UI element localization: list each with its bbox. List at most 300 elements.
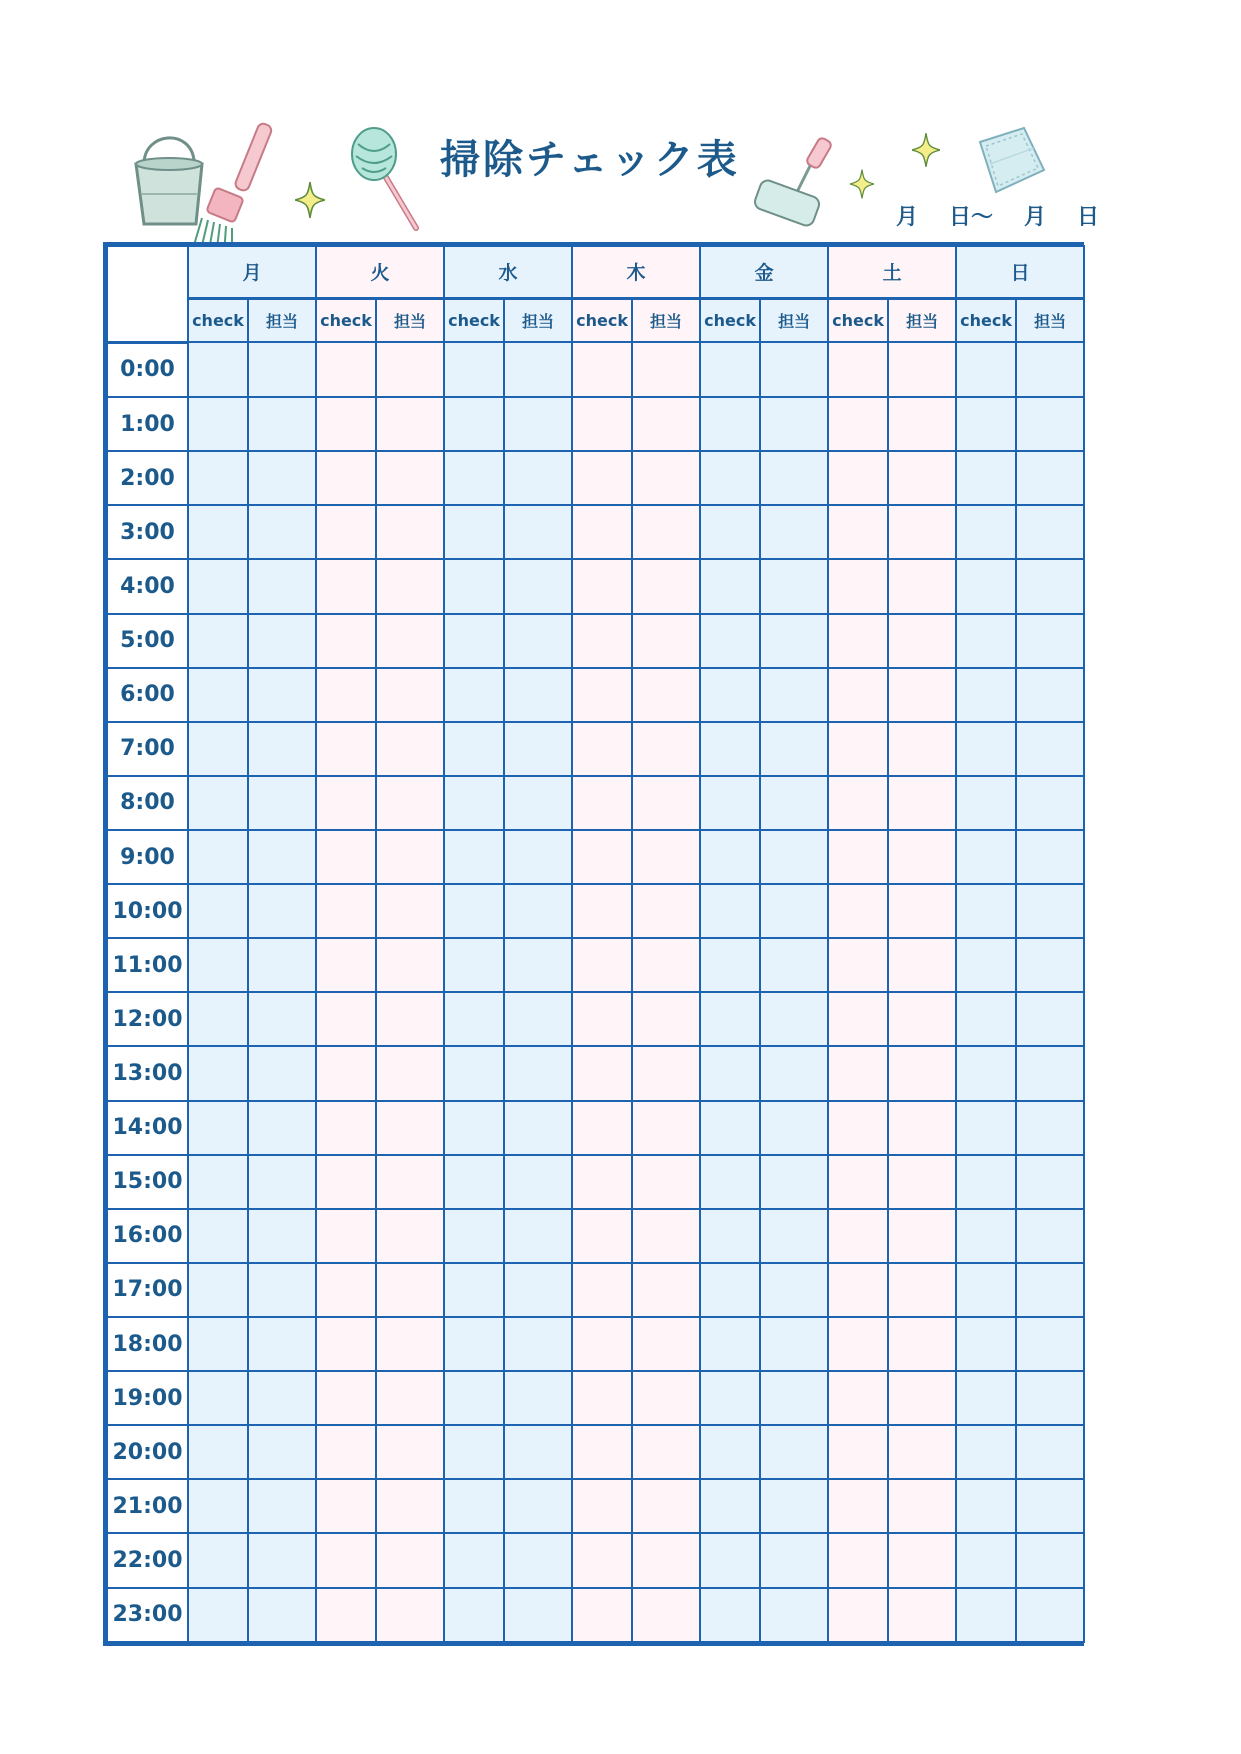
- assignee-cell[interactable]: [1016, 1371, 1084, 1425]
- check-cell[interactable]: [828, 1209, 888, 1263]
- check-cell[interactable]: [444, 1588, 504, 1642]
- check-cell[interactable]: [444, 722, 504, 776]
- check-cell[interactable]: [316, 1209, 376, 1263]
- assignee-cell[interactable]: [376, 1533, 444, 1587]
- check-cell[interactable]: [316, 1371, 376, 1425]
- check-cell[interactable]: [316, 559, 376, 613]
- check-cell[interactable]: [572, 722, 632, 776]
- assignee-cell[interactable]: [632, 559, 700, 613]
- assignee-cell[interactable]: [504, 342, 572, 397]
- check-cell[interactable]: [956, 1101, 1016, 1155]
- check-cell[interactable]: [828, 776, 888, 830]
- check-cell[interactable]: [316, 505, 376, 559]
- check-cell[interactable]: [316, 342, 376, 397]
- assignee-cell[interactable]: [888, 1317, 956, 1371]
- assignee-cell[interactable]: [760, 451, 828, 505]
- assignee-cell[interactable]: [632, 342, 700, 397]
- check-cell[interactable]: [444, 830, 504, 884]
- check-cell[interactable]: [700, 397, 760, 451]
- check-cell[interactable]: [956, 938, 1016, 992]
- assignee-cell[interactable]: [760, 342, 828, 397]
- check-cell[interactable]: [572, 830, 632, 884]
- check-cell[interactable]: [828, 451, 888, 505]
- assignee-cell[interactable]: [248, 992, 316, 1046]
- check-cell[interactable]: [188, 1046, 248, 1100]
- assignee-cell[interactable]: [376, 1101, 444, 1155]
- assignee-cell[interactable]: [632, 1101, 700, 1155]
- assignee-cell[interactable]: [376, 776, 444, 830]
- check-cell[interactable]: [316, 1046, 376, 1100]
- assignee-cell[interactable]: [504, 776, 572, 830]
- check-cell[interactable]: [828, 1479, 888, 1533]
- check-cell[interactable]: [316, 1317, 376, 1371]
- assignee-cell[interactable]: [888, 1425, 956, 1479]
- assignee-cell[interactable]: [760, 614, 828, 668]
- assignee-cell[interactable]: [504, 614, 572, 668]
- check-cell[interactable]: [444, 776, 504, 830]
- check-cell[interactable]: [444, 1101, 504, 1155]
- assignee-cell[interactable]: [504, 559, 572, 613]
- assignee-cell[interactable]: [760, 1425, 828, 1479]
- assignee-cell[interactable]: [632, 1588, 700, 1642]
- check-cell[interactable]: [828, 1533, 888, 1587]
- check-cell[interactable]: [700, 451, 760, 505]
- assignee-cell[interactable]: [760, 668, 828, 722]
- assignee-cell[interactable]: [1016, 559, 1084, 613]
- check-cell[interactable]: [572, 668, 632, 722]
- assignee-cell[interactable]: [1016, 397, 1084, 451]
- check-cell[interactable]: [572, 884, 632, 938]
- check-cell[interactable]: [316, 938, 376, 992]
- check-cell[interactable]: [828, 1101, 888, 1155]
- assignee-cell[interactable]: [888, 1263, 956, 1317]
- check-cell[interactable]: [572, 1101, 632, 1155]
- check-cell[interactable]: [572, 1479, 632, 1533]
- assignee-cell[interactable]: [248, 1046, 316, 1100]
- assignee-cell[interactable]: [888, 992, 956, 1046]
- check-cell[interactable]: [956, 614, 1016, 668]
- check-cell[interactable]: [444, 992, 504, 1046]
- assignee-cell[interactable]: [376, 1588, 444, 1642]
- check-cell[interactable]: [188, 668, 248, 722]
- check-cell[interactable]: [828, 559, 888, 613]
- assignee-cell[interactable]: [376, 884, 444, 938]
- check-cell[interactable]: [700, 1317, 760, 1371]
- assignee-cell[interactable]: [888, 830, 956, 884]
- assignee-cell[interactable]: [888, 1209, 956, 1263]
- assignee-cell[interactable]: [1016, 451, 1084, 505]
- check-cell[interactable]: [316, 1425, 376, 1479]
- check-cell[interactable]: [828, 397, 888, 451]
- check-cell[interactable]: [828, 1371, 888, 1425]
- check-cell[interactable]: [572, 1317, 632, 1371]
- check-cell[interactable]: [444, 1479, 504, 1533]
- check-cell[interactable]: [316, 776, 376, 830]
- assignee-cell[interactable]: [888, 722, 956, 776]
- assignee-cell[interactable]: [888, 342, 956, 397]
- check-cell[interactable]: [956, 1533, 1016, 1587]
- check-cell[interactable]: [700, 505, 760, 559]
- check-cell[interactable]: [700, 884, 760, 938]
- check-cell[interactable]: [316, 451, 376, 505]
- assignee-cell[interactable]: [504, 668, 572, 722]
- check-cell[interactable]: [956, 1371, 1016, 1425]
- assignee-cell[interactable]: [632, 451, 700, 505]
- check-cell[interactable]: [828, 830, 888, 884]
- check-cell[interactable]: [828, 668, 888, 722]
- check-cell[interactable]: [444, 1533, 504, 1587]
- check-cell[interactable]: [572, 614, 632, 668]
- check-cell[interactable]: [188, 1317, 248, 1371]
- assignee-cell[interactable]: [248, 722, 316, 776]
- check-cell[interactable]: [572, 1155, 632, 1209]
- assignee-cell[interactable]: [760, 1263, 828, 1317]
- check-cell[interactable]: [316, 884, 376, 938]
- check-cell[interactable]: [828, 1588, 888, 1642]
- check-cell[interactable]: [188, 1588, 248, 1642]
- check-cell[interactable]: [316, 397, 376, 451]
- assignee-cell[interactable]: [248, 884, 316, 938]
- check-cell[interactable]: [316, 722, 376, 776]
- check-cell[interactable]: [700, 559, 760, 613]
- assignee-cell[interactable]: [504, 830, 572, 884]
- check-cell[interactable]: [956, 1263, 1016, 1317]
- assignee-cell[interactable]: [1016, 722, 1084, 776]
- assignee-cell[interactable]: [632, 1046, 700, 1100]
- check-cell[interactable]: [828, 1155, 888, 1209]
- check-cell[interactable]: [572, 1263, 632, 1317]
- assignee-cell[interactable]: [760, 1101, 828, 1155]
- check-cell[interactable]: [444, 1263, 504, 1317]
- assignee-cell[interactable]: [376, 1425, 444, 1479]
- check-cell[interactable]: [444, 505, 504, 559]
- assignee-cell[interactable]: [888, 1155, 956, 1209]
- assignee-cell[interactable]: [760, 830, 828, 884]
- check-cell[interactable]: [956, 559, 1016, 613]
- assignee-cell[interactable]: [760, 397, 828, 451]
- check-cell[interactable]: [828, 1425, 888, 1479]
- assignee-cell[interactable]: [888, 1588, 956, 1642]
- assignee-cell[interactable]: [1016, 1209, 1084, 1263]
- check-cell[interactable]: [316, 1101, 376, 1155]
- check-cell[interactable]: [956, 776, 1016, 830]
- check-cell[interactable]: [316, 1533, 376, 1587]
- check-cell[interactable]: [700, 1479, 760, 1533]
- assignee-cell[interactable]: [376, 451, 444, 505]
- check-cell[interactable]: [316, 1155, 376, 1209]
- assignee-cell[interactable]: [1016, 1046, 1084, 1100]
- assignee-cell[interactable]: [632, 1155, 700, 1209]
- check-cell[interactable]: [572, 342, 632, 397]
- assignee-cell[interactable]: [632, 668, 700, 722]
- check-cell[interactable]: [444, 1371, 504, 1425]
- check-cell[interactable]: [188, 1533, 248, 1587]
- assignee-cell[interactable]: [376, 1209, 444, 1263]
- assignee-cell[interactable]: [888, 668, 956, 722]
- assignee-cell[interactable]: [760, 1046, 828, 1100]
- assignee-cell[interactable]: [760, 722, 828, 776]
- assignee-cell[interactable]: [632, 1371, 700, 1425]
- check-cell[interactable]: [828, 938, 888, 992]
- assignee-cell[interactable]: [248, 1371, 316, 1425]
- check-cell[interactable]: [188, 397, 248, 451]
- assignee-cell[interactable]: [632, 722, 700, 776]
- assignee-cell[interactable]: [1016, 938, 1084, 992]
- assignee-cell[interactable]: [1016, 1533, 1084, 1587]
- check-cell[interactable]: [828, 884, 888, 938]
- check-cell[interactable]: [444, 1425, 504, 1479]
- check-cell[interactable]: [700, 1425, 760, 1479]
- assignee-cell[interactable]: [632, 397, 700, 451]
- assignee-cell[interactable]: [376, 722, 444, 776]
- assignee-cell[interactable]: [248, 668, 316, 722]
- assignee-cell[interactable]: [504, 505, 572, 559]
- assignee-cell[interactable]: [248, 1317, 316, 1371]
- check-cell[interactable]: [444, 559, 504, 613]
- assignee-cell[interactable]: [376, 342, 444, 397]
- assignee-cell[interactable]: [504, 884, 572, 938]
- assignee-cell[interactable]: [888, 776, 956, 830]
- assignee-cell[interactable]: [632, 614, 700, 668]
- assignee-cell[interactable]: [632, 1425, 700, 1479]
- assignee-cell[interactable]: [1016, 1588, 1084, 1642]
- assignee-cell[interactable]: [376, 559, 444, 613]
- assignee-cell[interactable]: [760, 992, 828, 1046]
- check-cell[interactable]: [316, 1263, 376, 1317]
- check-cell[interactable]: [188, 938, 248, 992]
- assignee-cell[interactable]: [248, 505, 316, 559]
- check-cell[interactable]: [444, 938, 504, 992]
- assignee-cell[interactable]: [248, 1479, 316, 1533]
- check-cell[interactable]: [572, 505, 632, 559]
- assignee-cell[interactable]: [248, 451, 316, 505]
- assignee-cell[interactable]: [1016, 1479, 1084, 1533]
- assignee-cell[interactable]: [632, 1533, 700, 1587]
- check-cell[interactable]: [700, 992, 760, 1046]
- check-cell[interactable]: [188, 451, 248, 505]
- check-cell[interactable]: [956, 1425, 1016, 1479]
- check-cell[interactable]: [444, 1046, 504, 1100]
- check-cell[interactable]: [316, 830, 376, 884]
- assignee-cell[interactable]: [504, 397, 572, 451]
- assignee-cell[interactable]: [376, 1263, 444, 1317]
- check-cell[interactable]: [700, 1588, 760, 1642]
- assignee-cell[interactable]: [888, 1046, 956, 1100]
- assignee-cell[interactable]: [248, 830, 316, 884]
- check-cell[interactable]: [956, 884, 1016, 938]
- assignee-cell[interactable]: [504, 1588, 572, 1642]
- check-cell[interactable]: [956, 1479, 1016, 1533]
- check-cell[interactable]: [700, 1101, 760, 1155]
- assignee-cell[interactable]: [888, 451, 956, 505]
- check-cell[interactable]: [572, 992, 632, 1046]
- assignee-cell[interactable]: [888, 397, 956, 451]
- check-cell[interactable]: [956, 992, 1016, 1046]
- assignee-cell[interactable]: [760, 559, 828, 613]
- check-cell[interactable]: [572, 1371, 632, 1425]
- check-cell[interactable]: [444, 884, 504, 938]
- assignee-cell[interactable]: [1016, 1263, 1084, 1317]
- assignee-cell[interactable]: [376, 992, 444, 1046]
- assignee-cell[interactable]: [376, 1479, 444, 1533]
- assignee-cell[interactable]: [504, 1425, 572, 1479]
- check-cell[interactable]: [700, 1209, 760, 1263]
- check-cell[interactable]: [828, 1046, 888, 1100]
- check-cell[interactable]: [956, 1155, 1016, 1209]
- check-cell[interactable]: [444, 614, 504, 668]
- assignee-cell[interactable]: [248, 1533, 316, 1587]
- check-cell[interactable]: [188, 1371, 248, 1425]
- check-cell[interactable]: [828, 614, 888, 668]
- assignee-cell[interactable]: [888, 1533, 956, 1587]
- assignee-cell[interactable]: [1016, 1425, 1084, 1479]
- check-cell[interactable]: [956, 1209, 1016, 1263]
- check-cell[interactable]: [316, 1588, 376, 1642]
- assignee-cell[interactable]: [632, 1479, 700, 1533]
- check-cell[interactable]: [956, 451, 1016, 505]
- assignee-cell[interactable]: [376, 1317, 444, 1371]
- check-cell[interactable]: [700, 722, 760, 776]
- assignee-cell[interactable]: [888, 1479, 956, 1533]
- assignee-cell[interactable]: [888, 938, 956, 992]
- check-cell[interactable]: [828, 1263, 888, 1317]
- assignee-cell[interactable]: [632, 884, 700, 938]
- check-cell[interactable]: [188, 559, 248, 613]
- assignee-cell[interactable]: [504, 1046, 572, 1100]
- assignee-cell[interactable]: [1016, 830, 1084, 884]
- assignee-cell[interactable]: [504, 992, 572, 1046]
- assignee-cell[interactable]: [760, 1155, 828, 1209]
- check-cell[interactable]: [188, 1209, 248, 1263]
- check-cell[interactable]: [700, 1263, 760, 1317]
- assignee-cell[interactable]: [1016, 992, 1084, 1046]
- check-cell[interactable]: [572, 559, 632, 613]
- assignee-cell[interactable]: [376, 1155, 444, 1209]
- check-cell[interactable]: [828, 505, 888, 559]
- check-cell[interactable]: [956, 397, 1016, 451]
- assignee-cell[interactable]: [632, 505, 700, 559]
- assignee-cell[interactable]: [376, 614, 444, 668]
- check-cell[interactable]: [444, 1317, 504, 1371]
- assignee-cell[interactable]: [760, 1479, 828, 1533]
- assignee-cell[interactable]: [632, 1317, 700, 1371]
- assignee-cell[interactable]: [248, 1588, 316, 1642]
- assignee-cell[interactable]: [248, 1209, 316, 1263]
- check-cell[interactable]: [828, 1317, 888, 1371]
- assignee-cell[interactable]: [376, 1371, 444, 1425]
- check-cell[interactable]: [700, 342, 760, 397]
- check-cell[interactable]: [188, 1101, 248, 1155]
- check-cell[interactable]: [188, 830, 248, 884]
- check-cell[interactable]: [956, 1046, 1016, 1100]
- check-cell[interactable]: [188, 722, 248, 776]
- assignee-cell[interactable]: [504, 1155, 572, 1209]
- check-cell[interactable]: [316, 668, 376, 722]
- check-cell[interactable]: [956, 722, 1016, 776]
- assignee-cell[interactable]: [1016, 342, 1084, 397]
- assignee-cell[interactable]: [248, 1101, 316, 1155]
- assignee-cell[interactable]: [1016, 776, 1084, 830]
- check-cell[interactable]: [444, 451, 504, 505]
- assignee-cell[interactable]: [376, 938, 444, 992]
- assignee-cell[interactable]: [760, 1588, 828, 1642]
- check-cell[interactable]: [316, 992, 376, 1046]
- check-cell[interactable]: [700, 1533, 760, 1587]
- check-cell[interactable]: [828, 722, 888, 776]
- check-cell[interactable]: [188, 1155, 248, 1209]
- check-cell[interactable]: [444, 397, 504, 451]
- check-cell[interactable]: [572, 776, 632, 830]
- assignee-cell[interactable]: [248, 559, 316, 613]
- check-cell[interactable]: [956, 668, 1016, 722]
- check-cell[interactable]: [956, 505, 1016, 559]
- check-cell[interactable]: [444, 1155, 504, 1209]
- check-cell[interactable]: [828, 992, 888, 1046]
- check-cell[interactable]: [700, 614, 760, 668]
- check-cell[interactable]: [956, 342, 1016, 397]
- assignee-cell[interactable]: [760, 938, 828, 992]
- assignee-cell[interactable]: [1016, 884, 1084, 938]
- assignee-cell[interactable]: [632, 1263, 700, 1317]
- assignee-cell[interactable]: [504, 1317, 572, 1371]
- assignee-cell[interactable]: [376, 1046, 444, 1100]
- assignee-cell[interactable]: [1016, 1155, 1084, 1209]
- assignee-cell[interactable]: [376, 830, 444, 884]
- check-cell[interactable]: [700, 1046, 760, 1100]
- check-cell[interactable]: [188, 992, 248, 1046]
- assignee-cell[interactable]: [760, 1317, 828, 1371]
- check-cell[interactable]: [572, 1425, 632, 1479]
- assignee-cell[interactable]: [504, 1479, 572, 1533]
- assignee-cell[interactable]: [760, 1533, 828, 1587]
- check-cell[interactable]: [700, 668, 760, 722]
- assignee-cell[interactable]: [632, 1209, 700, 1263]
- assignee-cell[interactable]: [504, 938, 572, 992]
- check-cell[interactable]: [444, 1209, 504, 1263]
- check-cell[interactable]: [956, 830, 1016, 884]
- assignee-cell[interactable]: [1016, 1317, 1084, 1371]
- check-cell[interactable]: [188, 1425, 248, 1479]
- assignee-cell[interactable]: [376, 505, 444, 559]
- assignee-cell[interactable]: [760, 505, 828, 559]
- assignee-cell[interactable]: [888, 884, 956, 938]
- check-cell[interactable]: [572, 1588, 632, 1642]
- check-cell[interactable]: [188, 776, 248, 830]
- assignee-cell[interactable]: [248, 776, 316, 830]
- check-cell[interactable]: [188, 1479, 248, 1533]
- check-cell[interactable]: [444, 342, 504, 397]
- check-cell[interactable]: [188, 505, 248, 559]
- assignee-cell[interactable]: [1016, 668, 1084, 722]
- check-cell[interactable]: [700, 1371, 760, 1425]
- assignee-cell[interactable]: [248, 342, 316, 397]
- assignee-cell[interactable]: [248, 1263, 316, 1317]
- assignee-cell[interactable]: [376, 397, 444, 451]
- check-cell[interactable]: [572, 451, 632, 505]
- assignee-cell[interactable]: [504, 1533, 572, 1587]
- check-cell[interactable]: [956, 1317, 1016, 1371]
- assignee-cell[interactable]: [888, 1371, 956, 1425]
- assignee-cell[interactable]: [1016, 505, 1084, 559]
- assignee-cell[interactable]: [1016, 1101, 1084, 1155]
- assignee-cell[interactable]: [632, 776, 700, 830]
- check-cell[interactable]: [188, 342, 248, 397]
- assignee-cell[interactable]: [632, 992, 700, 1046]
- assignee-cell[interactable]: [504, 1371, 572, 1425]
- assignee-cell[interactable]: [504, 1101, 572, 1155]
- assignee-cell[interactable]: [248, 938, 316, 992]
- assignee-cell[interactable]: [632, 938, 700, 992]
